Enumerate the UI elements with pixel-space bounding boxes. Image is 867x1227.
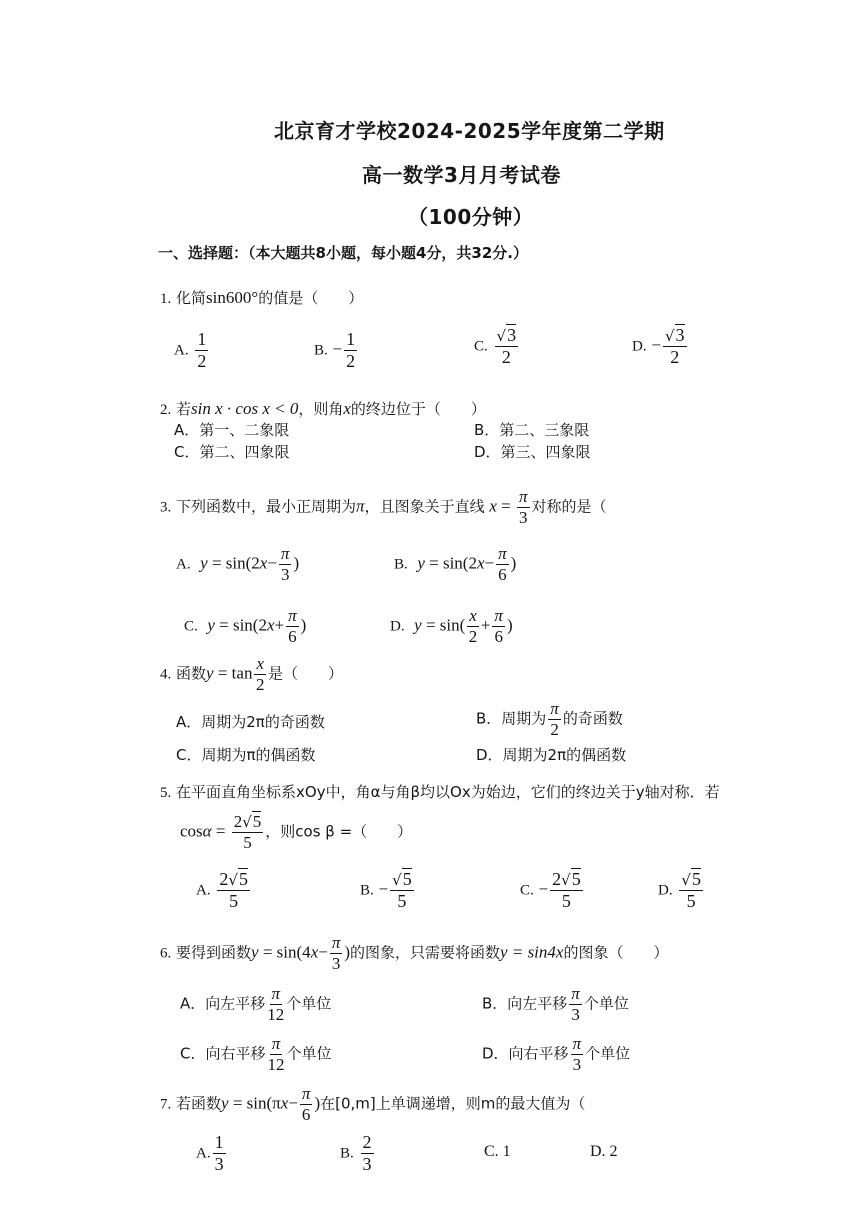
question-5-condition: cosα = $\frac{2√5}{5}$ ，则cos β =（ ）	[180, 812, 413, 852]
question-1: 1. 化简sin600°的值是（ ）	[160, 288, 364, 307]
q5-option-c[interactable]: C. − $\frac{2√5}{5}$	[520, 869, 581, 911]
q7-option-d[interactable]: D. 2	[590, 1143, 618, 1160]
section-heading: 一、选择题：（本大题共8小题，每小题4分，共32分.）	[158, 244, 528, 262]
q5-option-b[interactable]: B. − $\frac{√5}{5}$	[360, 869, 412, 911]
q7-option-a[interactable]: A. $\frac{1}{3}$	[196, 1132, 224, 1174]
q3-option-a[interactable]: A. y = sin(2x− $\frac{\pi}{3}$ )	[176, 544, 300, 584]
q7-option-b[interactable]: B. $\frac{2}{3}$	[340, 1132, 372, 1174]
question-3: 3. 下列函数中，最小正周期为π，且图象关于直线 x = $\frac{\pi}{3}$ 对称的是（	[160, 487, 607, 527]
q3-option-d[interactable]: D. y = sin( $\frac{x}{2}$ + $\frac{\pi}{6}$ )	[390, 606, 513, 646]
q6-option-d[interactable]: D．向右平移 $\frac{\pi}{3}$ 个单位	[482, 1034, 631, 1074]
q4-option-a[interactable]: A．周期为2π的奇函数	[176, 713, 325, 731]
q6-option-c[interactable]: C．向右平移 $\frac{\pi}{12}$ 个单位	[180, 1034, 332, 1074]
q5-option-d[interactable]: D. $\frac{√5}{5}$	[658, 869, 701, 911]
question-2: 2. 若sin x · cos x < 0，则角x的终边位于（ ）	[160, 399, 486, 418]
exam-duration: （100分钟）	[408, 205, 534, 229]
school-title: 北京育才学校2024-2025学年度第二学期	[274, 119, 665, 143]
q6-option-a[interactable]: A．向左平移 $\frac{\pi}{12}$ 个单位	[180, 984, 332, 1024]
question-4: 4. 函数y = tan $\frac{x}{2}$ 是（ ）	[160, 654, 344, 694]
q7-option-c[interactable]: C. 1	[484, 1143, 511, 1160]
q3-option-c[interactable]: C. y = sin(2x+ $\frac{\pi}{6}$ )	[184, 606, 307, 646]
question-6: 6. 要得到函数y = sin(4x− $\frac{\pi}{3}$ )的图象，只需要将函数y = sin4x的图象（ ）	[160, 933, 669, 973]
q1-option-b[interactable]: B. − $\frac{1}{2}$	[314, 329, 356, 371]
q4-option-b[interactable]: B．周期为 $\frac{\pi}{2}$ 的奇函数	[476, 699, 623, 739]
q1-option-d[interactable]: D. − $\frac{√3}{2}$	[632, 325, 685, 367]
q1-option-a[interactable]: A. $\frac{1}{2}$	[174, 329, 207, 371]
question-5: 5. 在平面直角坐标系xOy中，角α与角β均以Ox为始边，它们的终边关于y轴对称．若	[160, 783, 720, 801]
question-7: 7. 若函数y = sin(πx− $\frac{\pi}{6}$ )在[0,m]上单调递增，则m的最大值为（	[160, 1084, 586, 1124]
q2-option-c[interactable]: C．第二、四象限	[174, 443, 290, 461]
q2-option-d[interactable]: D．第三、四象限	[474, 443, 591, 461]
q1-option-c[interactable]: C. $\frac{√3}{2}$	[474, 325, 517, 367]
exam-title: 高一数学3月月考试卷	[362, 163, 561, 187]
q3-option-b[interactable]: B. y = sin(2x− $\frac{\pi}{6}$ )	[394, 544, 517, 584]
q2-option-a[interactable]: A．第一、二象限	[174, 421, 290, 439]
q6-option-b[interactable]: B．向左平移 $\frac{\pi}{3}$ 个单位	[482, 984, 629, 1024]
q4-option-d[interactable]: D．周期为2π的偶函数	[476, 746, 627, 764]
q4-option-c[interactable]: C．周期为π的偶函数	[176, 746, 316, 764]
q5-option-a[interactable]: A. $\frac{2√5}{5}$	[196, 869, 248, 911]
q2-option-b[interactable]: B．第二、三象限	[474, 421, 590, 439]
